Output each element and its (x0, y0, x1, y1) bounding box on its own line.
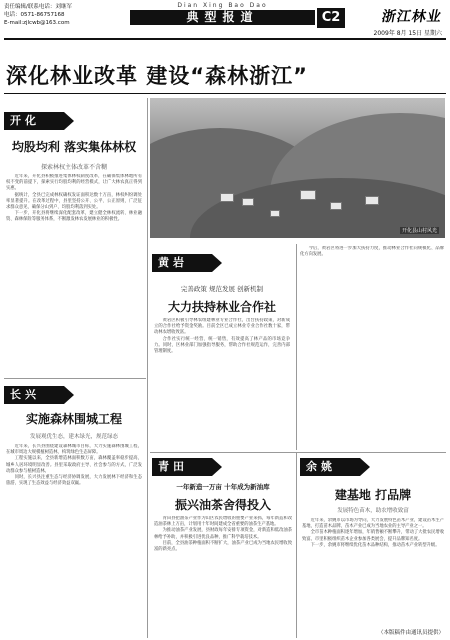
page-code: C2 (317, 8, 345, 28)
yuyao-body (302, 518, 444, 624)
section-tag-qingtian: 青田 (152, 458, 212, 476)
huangyan-body-left (154, 318, 290, 450)
yuyao-paragraph: 近年来，余姚市以市场为导向，大力发展特色苗木产业，建设苗木生产基地，打造苗木品牌，苗木产业已成为当地农业的主导产业之一。 (302, 518, 444, 530)
section-tag-yuyao: 余姚 (300, 458, 360, 476)
band-title: 典型报道 (130, 10, 315, 25)
qingtian-title: 振兴油茶舍得投入 (174, 498, 271, 512)
yuyao-subtitle: 发展特色苗木，助农增收致富 (337, 508, 409, 514)
masthead (0, 0, 450, 40)
yuyao-title: 建基地 打品牌 (334, 488, 412, 502)
footer-note: （本版稿件由通讯员提供） (377, 630, 444, 636)
column-divider (296, 452, 297, 638)
kaihua-paragraph: 据统计，全县已完成林权确权发证面积达数十万亩，林权纠纷调处率显著提升。在改革过程中，县里坚持公开、公平、公正原则，广泛征求群众意见，确保分山到户、均股均利落到实处。 (6, 192, 142, 211)
qingtian-paragraph: 青田县把油茶产业作为山区农民增收的重要产业来抓，每年新造和改造油茶林上万亩，计划用十年时间建成全省重要的油茶生产基地。 (154, 516, 292, 528)
kaihua-body (6, 174, 142, 370)
issue-date: 2009年 8月 15日 星期六 (373, 30, 442, 37)
editor-info (4, 3, 114, 27)
kaihua-paragraph: 近年来，开化县积极推进集体林权制度改革，在确保集体林地所有权不变的前提下，探索实行均股均利的经营模式，让广大林农真正得到实惠。 (6, 174, 142, 192)
huangyan-kicker: 完善政策 规范发展 创新机制 (180, 285, 264, 293)
section-band (130, 2, 315, 26)
huangyan-paragraph: 合作社实行统一经营、统一销售，有效提高了林产品的市场竞争力。同时，区林业部门加强指导服务，帮助合作社规范运作，完善内部管理制度。 (154, 336, 290, 355)
kaihua-paragraph: 下一步，开化县将继续深化配套改革，建立健全林权流转、林业融资、森林保险等服务体系，不断激发林农发展林业的积极性。 (6, 211, 142, 223)
kaihua-subtitle: 探索林权主体改革不含糊 (40, 164, 107, 171)
headline-rule (4, 93, 446, 94)
huangyan-paragraph: 黄岩区积极引导林农组建林业专业合作社，出台扶持政策，对新成立的合作社给予资金奖励。目前全区已成立林业专业合作社数十家，带动林农增收致富。 (154, 318, 290, 336)
qingtian-paragraph: 目前，全县油茶种植面积不断扩大，油茶产业已成为当地农民增收致富的新亮点。 (154, 540, 292, 553)
kaihua-title: 均股均利 落实集体林权 (11, 140, 137, 154)
column-divider (296, 244, 297, 450)
huangyan-body-right (300, 246, 444, 450)
section-divider (150, 452, 446, 453)
newspaper-logo: 浙江林业 (380, 9, 444, 25)
editor-line: 责任编辑/联系电话：刘继军 (4, 4, 72, 10)
photo-caption: 开化县山村风光 (401, 228, 437, 234)
changxing-subtitle: 发展观优生态，建木绿光，规范绿态 (29, 434, 118, 440)
changxing-body (6, 444, 142, 630)
qingtian-paragraph: 为推动油茶产业发展，县财政每年安排专项资金，对新造和低改油茶林给予补助，并积极引进优良品种，推广科学栽培技术。 (154, 528, 292, 540)
changxing-title: 实施森林围城工程 (25, 412, 122, 426)
phone-line: 电话：0571-86757168 (4, 12, 65, 18)
changxing-paragraph: 同时，长兴县注重生态与经济协调发展，大力发展林下经济和生态旅游，实现了生态效益与经济效益双赢。 (6, 475, 142, 487)
changxing-paragraph: 工程实施以来，全县新增造林面积数万亩，森林覆盖率稳步提高，城乡人居环境明显改善。县里采取政府主导、社会参与的方式，广泛发动群众参与植树造林。 (6, 456, 142, 474)
page-headline: 深化林业改革 建设“森林浙江” (6, 64, 308, 88)
yuyao-paragraph: 下一步，余姚市将继续优化苗木品种结构，推动苗木产业转型升级。 (310, 542, 440, 548)
section-tag-huangyan: 黄岩 (152, 254, 212, 272)
band-pinyin: Dian Xing Bao Dao (177, 2, 268, 9)
section-tag-kaihua: 开化 (4, 112, 64, 130)
qingtian-body (154, 516, 292, 630)
yuyao-paragraph: 全市苗木种植面积逐年增加，年销售额不断攀升，带动了大批农民增收致富。市里积极组织苗木企业参加各类展会，提升品牌知名度。 (302, 530, 444, 542)
masthead-rule (4, 38, 446, 40)
huangyan-paragraph: 今后，黄岩区将进一步加大扶持力度，推动林业合作社向规模化、品牌化方向发展。 (300, 246, 444, 258)
section-tag-changxing: 长兴 (4, 386, 64, 404)
kaihua-photo (150, 98, 445, 238)
huangyan-title: 大力扶持林业合作社 (167, 300, 276, 314)
column-divider (147, 98, 148, 638)
changxing-paragraph: 近年来，长兴县围绕建设森林城市目标，大力实施森林围城工程，在城市周边大规模植树造林，构筑绿色生态屏障。 (6, 444, 142, 456)
email-line: E-mail:zjlcwb@163.com (4, 20, 70, 26)
section-divider (4, 378, 146, 379)
qingtian-kicker: 一年新造一万亩 十年成为新油库 (176, 483, 270, 491)
